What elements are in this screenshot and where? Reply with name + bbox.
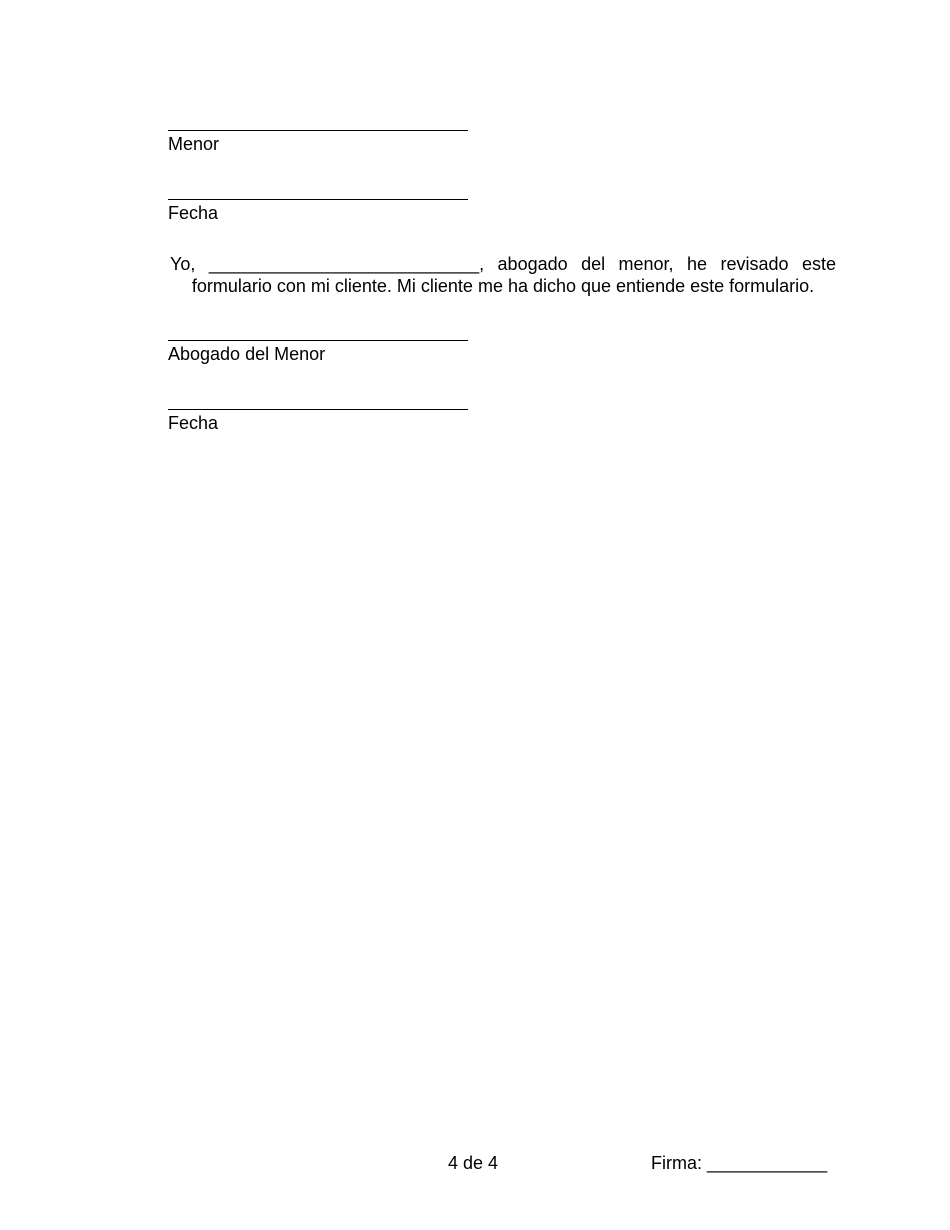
statement-line-1 [170, 253, 836, 275]
minor-label: Menor [168, 134, 220, 154]
statement-word: he [687, 254, 708, 274]
minor-signature-line[interactable] [168, 130, 468, 131]
statement-word: Yo, [170, 254, 196, 274]
attorney-label: Abogado del Menor [168, 344, 326, 364]
attorney-date-line[interactable] [168, 409, 468, 410]
statement-line-2: formulario con mi cliente. Mi cliente me ha dicho que entiende este formulario. [191, 276, 815, 296]
page-number: 4 de 4 [448, 1153, 499, 1173]
minor-date-block [168, 199, 468, 224]
attorney-signature-line[interactable] [168, 340, 468, 341]
statement-word: revisado [720, 254, 789, 274]
statement-word: este [801, 254, 836, 274]
minor-date-line[interactable] [168, 199, 468, 200]
attorney-date-label: Fecha [168, 413, 219, 433]
statement-word: abogado [497, 254, 568, 274]
footer-signature-field[interactable]: Firma: ____________ [651, 1153, 828, 1173]
statement-word: menor, [618, 254, 674, 274]
attorney-name-blank[interactable]: ___________________________, [208, 254, 485, 274]
minor-signature-block [168, 130, 468, 155]
minor-date-label: Fecha [168, 203, 219, 223]
attorney-date-block [168, 409, 468, 434]
attorney-signature-block [168, 340, 468, 365]
attorney-statement [170, 253, 836, 297]
statement-word: del [581, 254, 606, 274]
